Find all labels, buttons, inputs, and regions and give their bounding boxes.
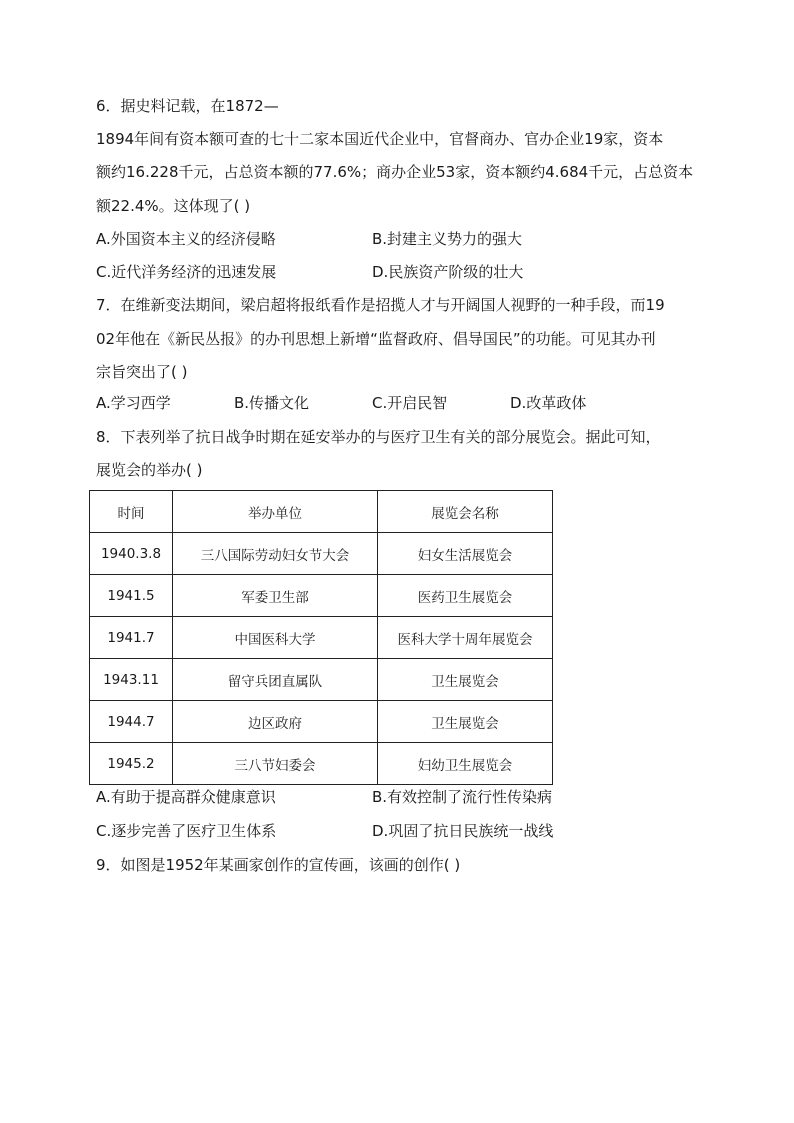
question-6-option-b: B.封建主义势力的强大	[372, 230, 523, 248]
table-row	[90, 743, 553, 785]
table-row	[90, 533, 553, 575]
table-row	[90, 617, 553, 659]
question-8-option-d: D.巩固了抗日民族统一战线	[372, 822, 554, 840]
cell-time: 1940.3.8	[90, 533, 173, 575]
cell-time: 1944.7	[90, 701, 173, 743]
question-6-stem-line-2: 1894年间有资本额可查的七十二家本国近代企业中，官督商办、官办企业19家，资本	[96, 130, 664, 148]
exhibition-table	[89, 490, 553, 785]
table-row	[90, 701, 553, 743]
header-exhibition-name: 展览会名称	[378, 491, 553, 533]
cell-time: 1941.5	[90, 575, 173, 617]
cell-exhibition-name: 医科大学十周年展览会	[378, 617, 553, 659]
cell-organizer: 中国医科大学	[173, 617, 378, 659]
cell-exhibition-name: 卫生展览会	[378, 701, 553, 743]
question-7-stem-line-2: 02年他在《新民丛报》的办刊思想上新增“监督政府、倡导国民”的功能。可见其办刊	[96, 330, 656, 348]
question-6-option-a: A.外国资本主义的经济侵略	[96, 230, 276, 248]
question-6-stem-line-3: 额约16.228千元，占总资本额的77.6%；商办企业53家，资本额约4.684千元，占总资本	[96, 163, 694, 181]
question-7-option-c: C.开启民智	[372, 394, 448, 412]
question-7-stem-line-3: 宗旨突出了( )	[96, 363, 188, 381]
cell-exhibition-name: 医药卫生展览会	[378, 575, 553, 617]
question-6-stem-line-4: 额22.4%。这体现了( )	[96, 197, 251, 215]
cell-time: 1943.11	[90, 659, 173, 701]
question-6-option-d: D.民族资产阶级的壮大	[372, 263, 524, 281]
cell-organizer: 军委卫生部	[173, 575, 378, 617]
table-row	[90, 659, 553, 701]
question-8-stem-line-1: 8．下表列举了抗日战争时期在延安举办的与医疗卫生有关的部分展览会。据此可知，	[96, 428, 661, 446]
question-6-stem-line-1: 6．据史料记载，在1872—	[96, 97, 279, 115]
question-8-stem-line-2: 展览会的举办( )	[96, 461, 203, 479]
question-8-option-a: A.有助于提高群众健康意识	[96, 788, 276, 806]
header-time: 时间	[90, 491, 173, 533]
cell-exhibition-name: 卫生展览会	[378, 659, 553, 701]
cell-organizer: 留守兵团直属队	[173, 659, 378, 701]
cell-organizer: 三八节妇委会	[173, 743, 378, 785]
question-7-stem-line-1: 7．在维新变法期间，梁启超将报纸看作是招揽人才与开阔国人视野的一种手段，而19	[96, 296, 665, 314]
cell-time: 1941.7	[90, 617, 173, 659]
question-7-option-d: D.改革政体	[510, 394, 587, 412]
table-header-row	[90, 491, 553, 533]
cell-exhibition-name: 妇女生活展览会	[378, 533, 553, 575]
cell-organizer: 三八国际劳动妇女节大会	[173, 533, 378, 575]
question-7-option-a: A.学习西学	[96, 394, 171, 412]
cell-organizer: 边区政府	[173, 701, 378, 743]
table-row	[90, 575, 553, 617]
question-8-option-b: B.有效控制了流行性传染病	[372, 788, 553, 806]
question-7-option-b: B.传播文化	[234, 394, 310, 412]
question-6-option-c: C.近代洋务经济的迅速发展	[96, 263, 277, 281]
question-8-option-c: C.逐步完善了医疗卫生体系	[96, 822, 277, 840]
header-organizer: 举办单位	[173, 491, 378, 533]
cell-time: 1945.2	[90, 743, 173, 785]
question-9-stem-line-1: 9．如图是1952年某画家创作的宣传画，该画的创作( )	[96, 856, 461, 874]
cell-exhibition-name: 妇幼卫生展览会	[378, 743, 553, 785]
